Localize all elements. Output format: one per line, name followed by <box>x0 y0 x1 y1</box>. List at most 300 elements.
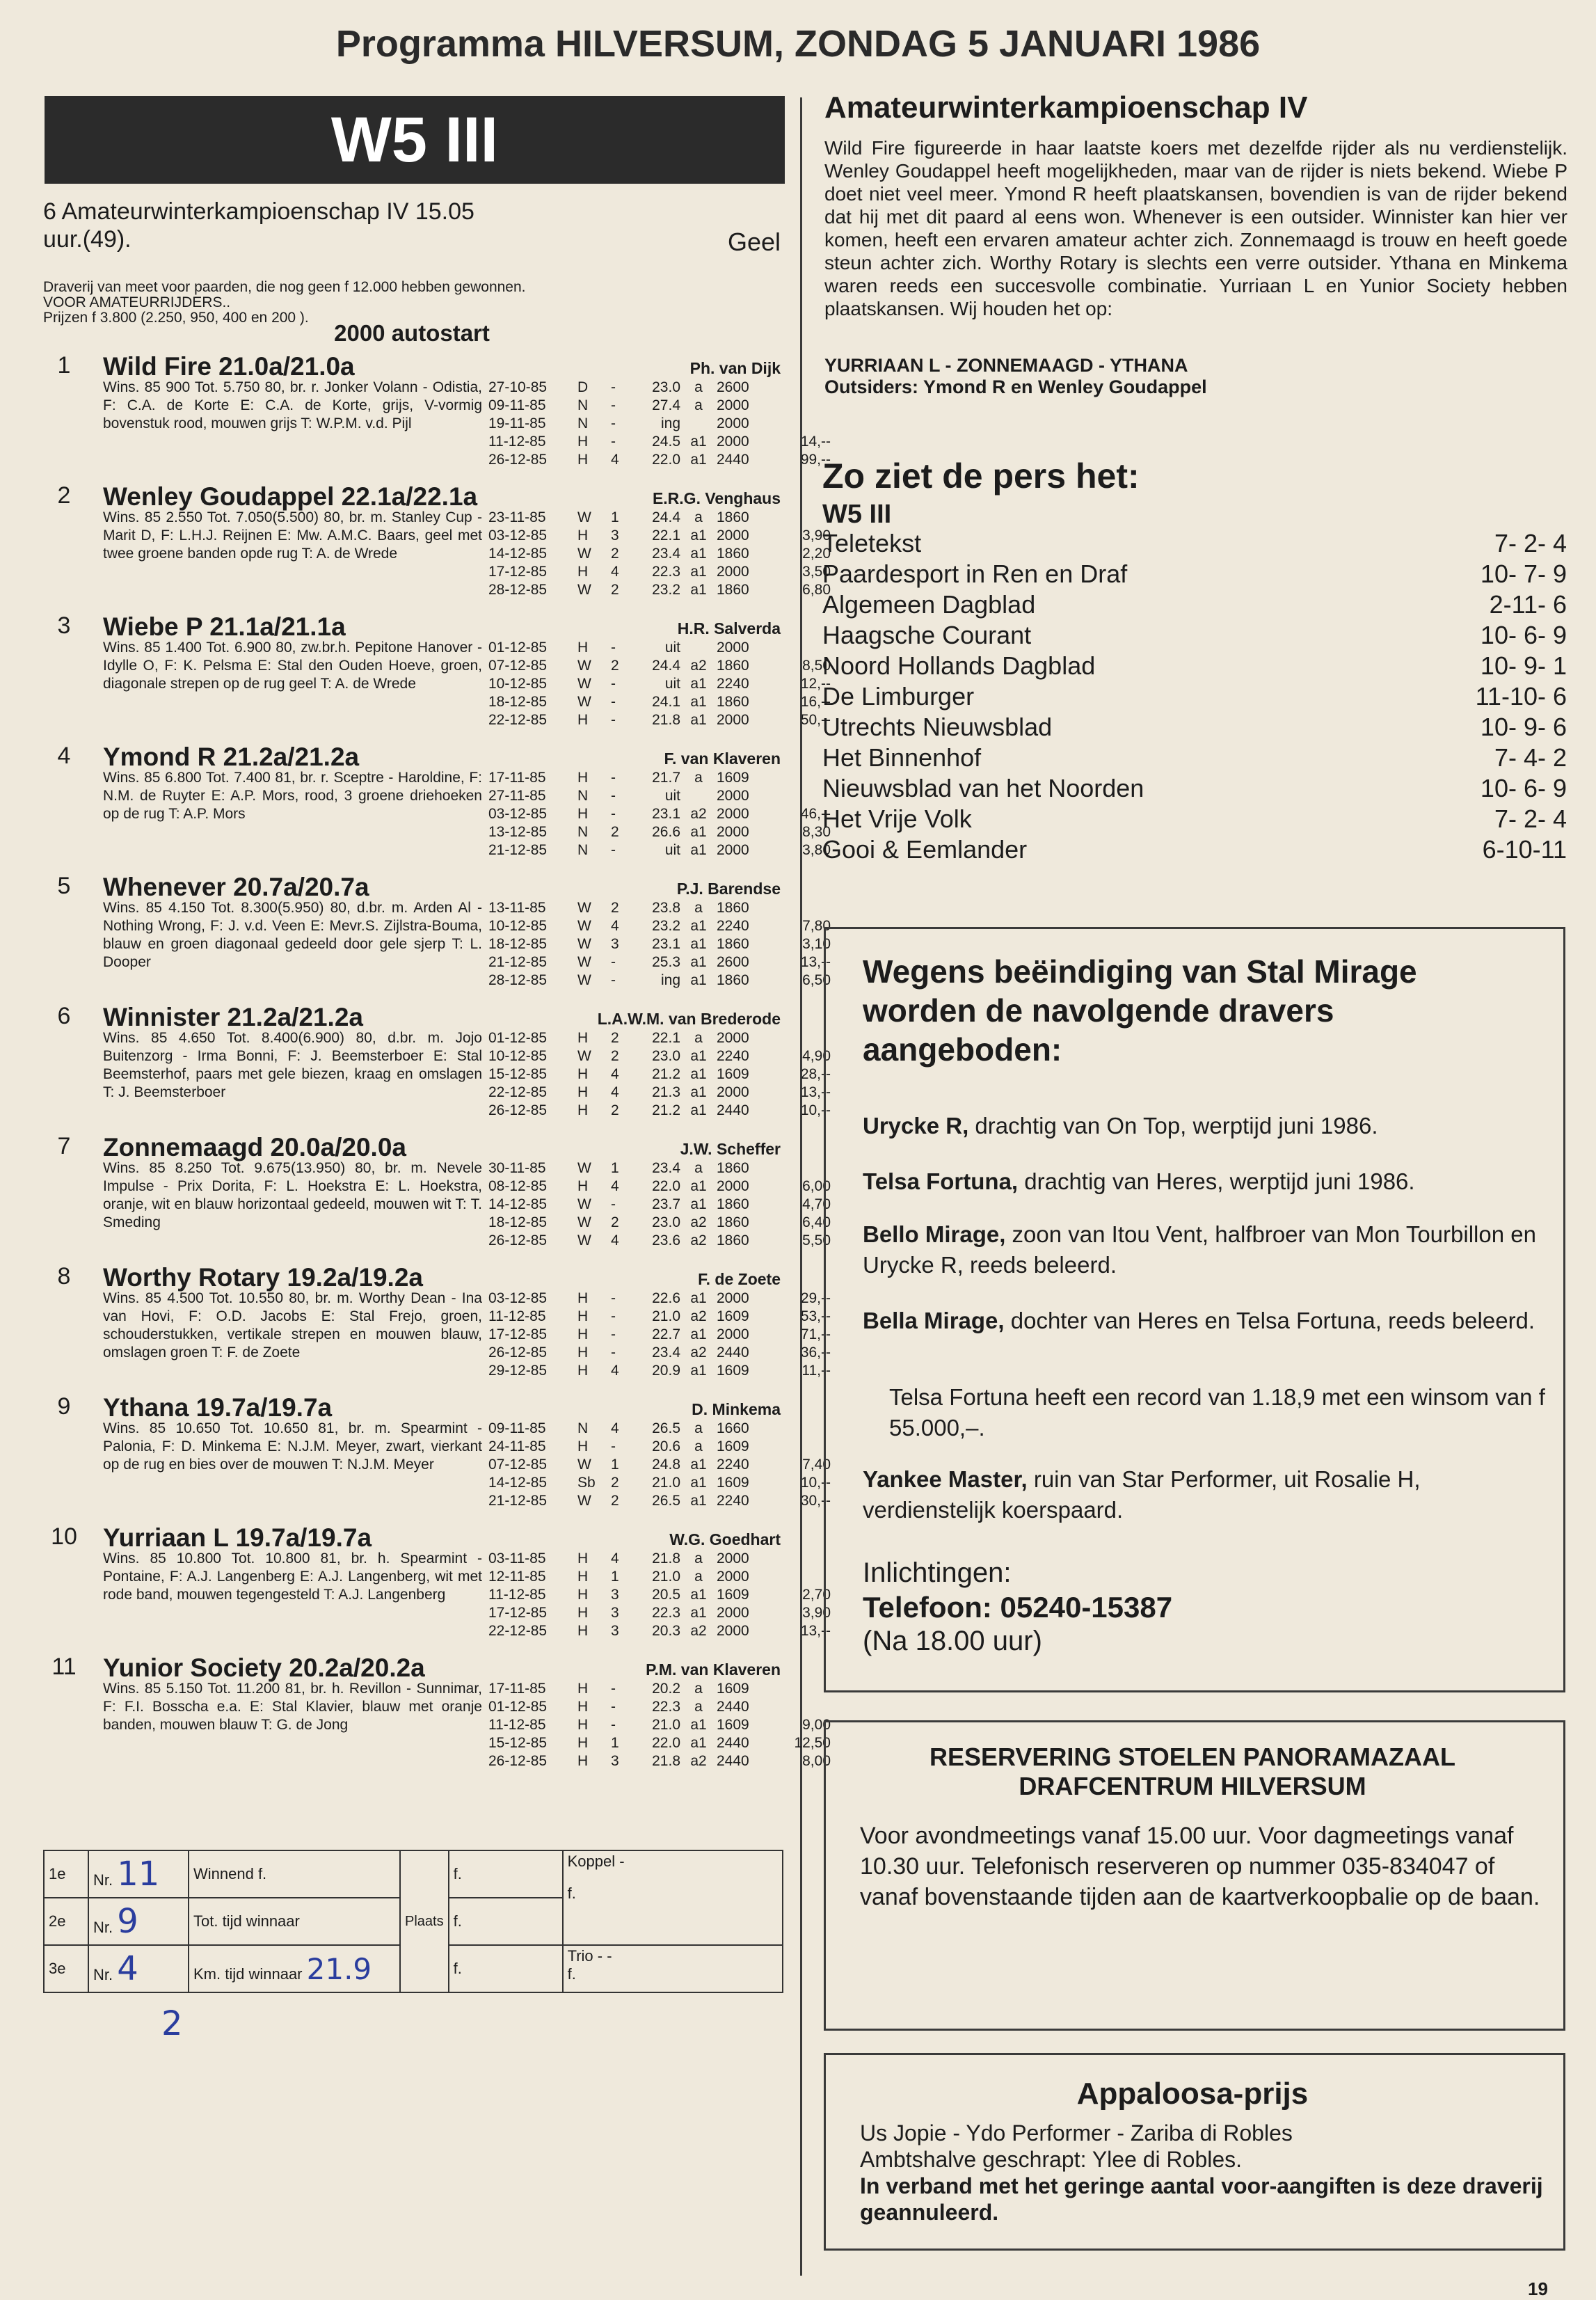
appaloosa-line1: Us Jopie - Ydo Performer - Zariba di Robles <box>860 2120 1293 2146</box>
sale-item-name: Bello Mirage, <box>863 1221 1006 1247</box>
entry <box>43 1653 831 1784</box>
run-odds: 11,-- <box>801 1363 831 1379</box>
run-date: 22-12-85 <box>488 1623 548 1639</box>
run-odds: 9,00 <box>802 1717 831 1733</box>
horse-name: Ythana 19.7a/19.7a <box>103 1393 333 1422</box>
info-phone: Telefoon: 05240-15387 <box>863 1591 1173 1624</box>
press-picks: 11-10- 6 <box>1475 682 1567 711</box>
press-source: Het Vrije Volk <box>822 804 972 833</box>
run-distance: 2240 <box>717 1457 749 1473</box>
run-date: 17-11-85 <box>488 770 546 786</box>
run-track: H <box>577 1550 589 1567</box>
run-place: 2 <box>611 658 619 674</box>
entry <box>43 482 831 612</box>
run-distance: 1860 <box>717 1196 749 1212</box>
run-start: a1 <box>690 712 707 728</box>
run-row <box>488 1344 831 1362</box>
run-place: 4 <box>611 1066 619 1082</box>
trainer-name: L.A.W.M. van Brederode <box>597 1010 781 1028</box>
run-track: N <box>577 842 589 858</box>
run-date: 28-12-85 <box>488 582 548 598</box>
press-row <box>822 835 1567 866</box>
press-row <box>822 743 1567 774</box>
run-track: H <box>577 1345 589 1361</box>
page-number: 19 <box>1528 2278 1548 2299</box>
run-time: 25.3 <box>652 954 680 970</box>
run-time: 22.3 <box>652 564 680 580</box>
run-date: 10-12-85 <box>488 918 548 934</box>
field-label: Tot. tijd winnaar <box>193 1912 300 1930</box>
run-distance: 2000 <box>717 1623 749 1639</box>
run-distance: 2240 <box>717 676 749 692</box>
run-time: 21.0 <box>652 1308 680 1324</box>
run-row <box>488 841 831 859</box>
horse-description: Wins. 85 2.550 Tot. 7.050(5.500) 80, br. m. Stanley Cup - Marit D, F: L.H.J. Reijnen E: Mw. A.M.C. Baars, geel met twee groene banden opde rug T: A. de Wrede <box>103 509 482 562</box>
run-place: 4 <box>611 1232 619 1248</box>
run-date: 27-11-85 <box>488 788 546 804</box>
run-date: 27-10-85 <box>488 379 548 395</box>
run-row <box>488 1716 831 1734</box>
run-distance: 2000 <box>717 434 749 450</box>
race-info-line1: Draverij van meet voor paarden, die nog geen f 12.000 hebben gewonnen. <box>43 279 526 295</box>
run-odds: 10,-- <box>800 1102 831 1118</box>
run-track: H <box>577 1308 589 1324</box>
sale-item-text: dochter van Heres en Telsa Fortuna, reeds beleerd. <box>1004 1308 1535 1333</box>
run-start: a1 <box>690 1493 707 1509</box>
run-odds: 2,70 <box>802 1587 831 1603</box>
run-history <box>488 1029 831 1120</box>
run-time: 22.1 <box>652 1030 680 1046</box>
run-track: D <box>577 379 589 395</box>
run-place: - <box>611 694 616 710</box>
run-distance: 2000 <box>717 842 749 858</box>
run-start: a <box>694 397 703 413</box>
run-distance: 1609 <box>717 1587 749 1603</box>
run-start: a1 <box>690 1475 707 1491</box>
run-distance: 1609 <box>717 1308 749 1324</box>
run-track: W <box>577 694 591 710</box>
run-start: a <box>694 1160 703 1176</box>
run-place: - <box>611 397 616 413</box>
horse-description: Wins. 85 10.650 Tot. 10.650 81, br. m. Spearmint - Palonia, F: D. Minkema E: N.J.M. Meyer, zwart, vierkant op de rug en bies over de mouwen T: N.J.M. Meyer <box>103 1420 482 1473</box>
run-place: 3 <box>611 1587 619 1603</box>
run-start: a1 <box>690 954 707 970</box>
press-picks: 10- 6- 9 <box>1480 774 1567 802</box>
sale-item <box>889 1382 1571 1443</box>
run-row <box>488 415 783 433</box>
run-date: 10-12-85 <box>488 676 548 692</box>
run-odds: 12,-- <box>800 676 831 692</box>
press-source: Het Binnenhof <box>822 743 982 772</box>
run-distance: 1860 <box>717 694 749 710</box>
run-row <box>488 787 783 805</box>
run-place: 3 <box>611 1753 619 1769</box>
run-date: 07-12-85 <box>488 658 548 674</box>
run-date: 11-12-85 <box>488 1717 546 1733</box>
horse-name: Zonnemaagd 20.0a/20.0a <box>103 1133 406 1161</box>
run-time: ing <box>660 415 680 431</box>
analysis-outsiders: Outsiders: Ymond R en Wenley Goudappel <box>824 376 1207 397</box>
sale-item <box>863 1219 1545 1280</box>
sale-item <box>863 1306 1545 1336</box>
run-place: 3 <box>611 528 619 544</box>
press-row <box>822 529 1567 560</box>
run-time: 21.0 <box>652 1475 680 1491</box>
run-track: H <box>577 1623 589 1639</box>
run-time: 20.2 <box>652 1681 680 1697</box>
run-odds: 29,-- <box>800 1290 831 1306</box>
run-row <box>488 1622 831 1640</box>
run-history <box>488 379 831 469</box>
run-start: a1 <box>690 676 707 692</box>
run-date: 17-11-85 <box>488 1681 546 1697</box>
entry-number: 4 <box>57 743 71 769</box>
info-hours: (Na 18.00 uur) <box>863 1626 1042 1656</box>
run-place: 2 <box>611 1030 619 1046</box>
press-source: Nieuwsblad van het Noorden <box>822 774 1144 802</box>
horse-description: Wins. 85 8.250 Tot. 9.675(13.950) 80, br. m. Nevele Impulse - Prix Dorita, F: L. Hoekstra E: L. Hoekstra, oranje, wit en blauw horizontaal gedeeld, mouwen wit T: T. Smeding <box>103 1160 482 1230</box>
run-start: a <box>694 1550 703 1567</box>
run-start: a1 <box>690 842 707 858</box>
sale-item-name: Yankee Master, <box>863 1466 1028 1492</box>
run-time: 23.8 <box>652 900 680 916</box>
run-date: 11-12-85 <box>488 434 546 450</box>
appaloosa-line2: Ambtshalve geschrapt: Ylee di Robles. <box>860 2147 1243 2172</box>
run-time: 23.7 <box>652 1196 680 1212</box>
run-history <box>488 769 831 859</box>
entry-number: 7 <box>57 1133 71 1159</box>
trio-label: Trio - - <box>567 1947 612 1965</box>
run-odds: 14,-- <box>800 434 831 450</box>
trainer-name: J.W. Scheffer <box>680 1140 781 1158</box>
press-row <box>822 560 1567 590</box>
run-distance: 2240 <box>717 1048 749 1064</box>
run-date: 12-11-85 <box>488 1569 546 1585</box>
run-track: H <box>577 1605 589 1621</box>
run-start: a1 <box>690 1457 707 1473</box>
run-track: W <box>577 1493 591 1509</box>
run-track: H <box>577 806 589 822</box>
run-history <box>488 639 831 729</box>
run-distance: 2440 <box>717 1699 749 1715</box>
run-row <box>488 711 831 729</box>
run-distance: 1609 <box>717 1681 749 1697</box>
entry <box>43 1003 831 1133</box>
run-place: 2 <box>611 1475 619 1491</box>
page-title: Programma HILVERSUM, ZONDAG 5 JANUARI 1986 <box>335 23 1261 65</box>
appaloosa-title: Appaloosa-prijs <box>1076 2077 1309 2111</box>
run-track: H <box>577 1178 589 1194</box>
race-info-line2: VOOR AMATEURRIJDERS.. <box>43 294 231 310</box>
run-date: 08-12-85 <box>488 1178 548 1194</box>
run-distance: 2240 <box>717 918 749 934</box>
horse-name: Wild Fire 21.0a/21.0a <box>103 352 355 381</box>
run-odds: 3,90 <box>802 1605 831 1621</box>
run-distance: 2000 <box>717 640 749 656</box>
run-history <box>488 1420 831 1510</box>
run-row <box>488 1290 831 1308</box>
run-odds: 7,40 <box>802 1457 831 1473</box>
run-track: N <box>577 397 589 413</box>
run-place: 1 <box>611 1569 619 1585</box>
nr-cell <box>88 1945 189 1992</box>
run-track: W <box>577 936 591 952</box>
run-distance: 2440 <box>717 452 749 468</box>
run-place: - <box>611 1326 616 1342</box>
run-track: H <box>577 452 589 468</box>
run-date: 17-12-85 <box>488 564 548 580</box>
run-odds: 4,70 <box>802 1196 831 1212</box>
run-place: - <box>611 1345 616 1361</box>
run-row <box>488 563 831 581</box>
press-picks: 10- 9- 6 <box>1480 713 1567 741</box>
run-distance: 1660 <box>717 1420 749 1436</box>
run-time: 23.0 <box>652 1214 680 1230</box>
run-odds: 6,80 <box>802 582 831 598</box>
run-row <box>488 935 831 953</box>
run-date: 21-12-85 <box>488 954 548 970</box>
run-place: 4 <box>611 1084 619 1100</box>
run-time: 22.3 <box>652 1605 680 1621</box>
horse-description: Wins. 85 6.800 Tot. 7.400 81, br. r. Sceptre - Haroldine, F: N.M. de Ruyter E: A.P. Mors, rood, 3 groene driehoeken op de rug T: A.P. Mors <box>103 770 482 822</box>
run-track: W <box>577 546 591 562</box>
trainer-name: P.M. van Klaveren <box>646 1660 781 1679</box>
run-track: H <box>577 1102 589 1118</box>
run-track: H <box>577 770 589 786</box>
press-source: Haagsche Courant <box>822 621 1032 649</box>
run-date: 26-12-85 <box>488 1102 548 1118</box>
run-distance: 2000 <box>717 1550 749 1567</box>
run-distance: 2000 <box>717 1178 749 1194</box>
analysis-pick-line: YURRIAAN L - ZONNEMAAGD - YTHANA <box>824 355 1188 376</box>
run-date: 01-12-85 <box>488 1030 548 1046</box>
run-odds: 53,-- <box>800 1308 831 1324</box>
run-date: 17-12-85 <box>488 1605 548 1621</box>
run-time: uit <box>664 788 680 804</box>
run-odds: 10,-- <box>800 1475 831 1491</box>
run-place: 3 <box>611 936 619 952</box>
run-track: W <box>577 900 591 916</box>
run-track: H <box>577 1753 589 1769</box>
run-place: - <box>611 788 616 804</box>
run-track: H <box>577 1363 589 1379</box>
press-source: De Limburger <box>822 682 975 711</box>
run-time: 21.0 <box>652 1569 680 1585</box>
run-odds: 7,80 <box>802 918 831 934</box>
run-row <box>488 527 831 545</box>
sale-item <box>863 1111 1545 1141</box>
run-place: 2 <box>611 1048 619 1064</box>
race-banner: W5 III <box>45 96 785 184</box>
run-place: - <box>611 954 616 970</box>
run-start: a1 <box>690 582 707 598</box>
press-row <box>822 713 1567 743</box>
run-history <box>488 899 831 990</box>
run-place: - <box>611 640 616 656</box>
run-track: W <box>577 582 591 598</box>
run-row <box>488 1456 831 1474</box>
run-time: 26.5 <box>652 1420 680 1436</box>
entry <box>43 743 831 873</box>
run-distance: 1860 <box>717 546 749 562</box>
run-time: 23.0 <box>652 1048 680 1064</box>
run-history <box>488 1550 831 1640</box>
koppel-f: f. <box>567 1885 576 1902</box>
horse-name: Yunior Society 20.2a/20.2a <box>103 1653 425 1682</box>
entry-number: 3 <box>57 612 71 639</box>
run-start: a1 <box>690 1363 707 1379</box>
press-picks: 7- 2- 4 <box>1494 529 1567 557</box>
run-row <box>488 1214 831 1232</box>
run-start: a1 <box>690 1048 707 1064</box>
run-distance: 2000 <box>717 528 749 544</box>
run-place: 2 <box>611 900 619 916</box>
run-time: 24.8 <box>652 1457 680 1473</box>
run-odds: 30,-- <box>800 1493 831 1509</box>
run-distance: 1609 <box>717 770 749 786</box>
run-track: H <box>577 1717 589 1733</box>
run-date: 01-12-85 <box>488 640 548 656</box>
run-row <box>488 1438 783 1456</box>
run-place: - <box>611 1717 616 1733</box>
run-distance: 2440 <box>717 1102 749 1118</box>
run-time: 21.8 <box>652 1550 680 1567</box>
run-distance: 1860 <box>717 936 749 952</box>
run-row <box>488 1698 783 1716</box>
run-track: N <box>577 824 589 840</box>
horse-description: Wins. 85 4.150 Tot. 8.300(5.950) 80, d.br. m. Arden Al - Nothing Wrong, F: J. v.d. Veen E: Mevr.S. Zijlstra-Bouma, blauw en groen diagonaal gedeeld door gele sjerp T: L. Dooper <box>103 900 482 970</box>
run-place: - <box>611 842 616 858</box>
run-history <box>488 1290 831 1380</box>
press-picks: 10- 6- 9 <box>1480 621 1567 649</box>
run-place: 1 <box>611 509 619 525</box>
field-label: Km. tijd winnaar <box>193 1965 303 1983</box>
run-row <box>488 693 831 711</box>
press-title: Zo ziet de pers het: <box>822 457 1140 495</box>
run-distance: 2000 <box>717 1030 749 1046</box>
sale-item-name: Telsa Fortuna, <box>863 1168 1019 1194</box>
run-date: 07-12-85 <box>488 1457 548 1473</box>
run-time: 22.0 <box>652 1178 680 1194</box>
run-place: - <box>611 806 616 822</box>
run-track: W <box>577 972 591 988</box>
run-place: 2 <box>611 582 619 598</box>
run-track: W <box>577 1457 591 1473</box>
run-odds: 50,-- <box>800 712 831 728</box>
run-distance: 1860 <box>717 900 749 916</box>
run-distance: 1860 <box>717 972 749 988</box>
run-distance: 2000 <box>717 1605 749 1621</box>
run-odds: 3,10 <box>802 936 831 952</box>
run-time: 21.0 <box>652 1717 680 1733</box>
run-date: 11-12-85 <box>488 1308 546 1324</box>
sale-item-name: Bella Mirage, <box>863 1308 1005 1333</box>
handwritten-nr: 4 <box>117 1949 138 1988</box>
run-row <box>488 1308 831 1326</box>
run-time: 26.5 <box>652 1493 680 1509</box>
run-time: 20.9 <box>652 1363 680 1379</box>
run-place: 2 <box>611 1102 619 1118</box>
run-track: H <box>577 712 589 728</box>
run-track: Sb <box>577 1475 596 1491</box>
field-label: Winnend f. <box>193 1865 267 1882</box>
run-start: a1 <box>690 1605 707 1621</box>
nr-label: Nr. <box>93 1919 113 1936</box>
run-place: 2 <box>611 546 619 562</box>
run-place: 1 <box>611 1160 619 1176</box>
run-start: a1 <box>690 972 707 988</box>
horse-name: Wenley Goudappel 22.1a/22.1a <box>103 482 478 511</box>
reservation-title-line2: DRAFCENTRUM HILVERSUM <box>1019 1772 1366 1800</box>
run-start: a2 <box>690 1214 707 1230</box>
run-place: 2 <box>611 1493 619 1509</box>
run-place: - <box>611 1196 616 1212</box>
run-row <box>488 805 831 823</box>
run-date: 17-12-85 <box>488 1326 548 1342</box>
place-label: 2e <box>44 1898 88 1945</box>
nr-label: Nr. <box>93 1966 113 1983</box>
run-place: - <box>611 1290 616 1306</box>
run-distance: 2000 <box>717 712 749 728</box>
entry-number: 8 <box>57 1263 71 1290</box>
run-odds: 3,90 <box>802 528 831 544</box>
run-track: H <box>577 1066 589 1082</box>
run-start: a2 <box>690 1753 707 1769</box>
run-time: 23.4 <box>652 546 680 562</box>
run-row <box>488 639 783 657</box>
appaloosa-line3: In verband met het geringe aantal voor-aangiften is deze draverij geannuleerd. <box>860 2173 1543 2225</box>
run-time: 22.3 <box>652 1699 680 1715</box>
run-date: 21-12-85 <box>488 1493 548 1509</box>
place-label: 3e <box>44 1945 88 1992</box>
run-date: 13-11-85 <box>488 900 546 916</box>
sale-item-name: Urycke R, <box>863 1113 969 1139</box>
run-row <box>488 545 831 563</box>
trainer-name: F. de Zoete <box>698 1270 781 1288</box>
run-date: 18-12-85 <box>488 936 548 952</box>
trainer-name: Ph. van Dijk <box>689 359 781 377</box>
run-place: - <box>611 434 616 450</box>
press-source: Utrechts Nieuwsblad <box>822 713 1053 741</box>
run-row <box>488 1029 783 1047</box>
run-track: H <box>577 528 589 544</box>
analysis-pick <box>824 355 1207 398</box>
run-time: 22.6 <box>652 1290 680 1306</box>
info-label: Inlichtingen: <box>863 1557 1012 1588</box>
run-row <box>488 1492 831 1510</box>
run-track: H <box>577 1587 589 1603</box>
run-start: a2 <box>690 1232 707 1248</box>
run-place: 4 <box>611 564 619 580</box>
horse-name: Ymond R 21.2a/21.2a <box>103 743 360 771</box>
run-track: W <box>577 658 591 674</box>
run-track: W <box>577 676 591 692</box>
run-odds: 4,90 <box>802 1048 831 1064</box>
run-date: 18-12-85 <box>488 1214 548 1230</box>
run-date: 23-11-85 <box>488 509 546 525</box>
horse-description: Wins. 85 10.800 Tot. 10.800 81, br. h. Spearmint - Pontaine, F: A.J. Langenberg E: A.J. Langenberg, wit met rode band, mouwen tegengesteld T: A.J. Langenberg <box>103 1550 482 1603</box>
press-source: Teletekst <box>822 529 922 557</box>
press-picks: 6-10-11 <box>1482 835 1567 864</box>
sale-item-text: Telsa Fortuna heeft een record van 1.18,9 met een winsom van f 55.000,–. <box>889 1384 1545 1441</box>
press-picks: 10- 7- 9 <box>1480 560 1567 588</box>
run-date: 22-12-85 <box>488 712 548 728</box>
horse-name: Yurriaan L 19.7a/19.7a <box>103 1523 372 1552</box>
run-odds: 71,-- <box>800 1326 831 1342</box>
run-time: 22.0 <box>652 1735 680 1751</box>
nr-cell <box>88 1898 189 1945</box>
run-start: a <box>694 509 703 525</box>
